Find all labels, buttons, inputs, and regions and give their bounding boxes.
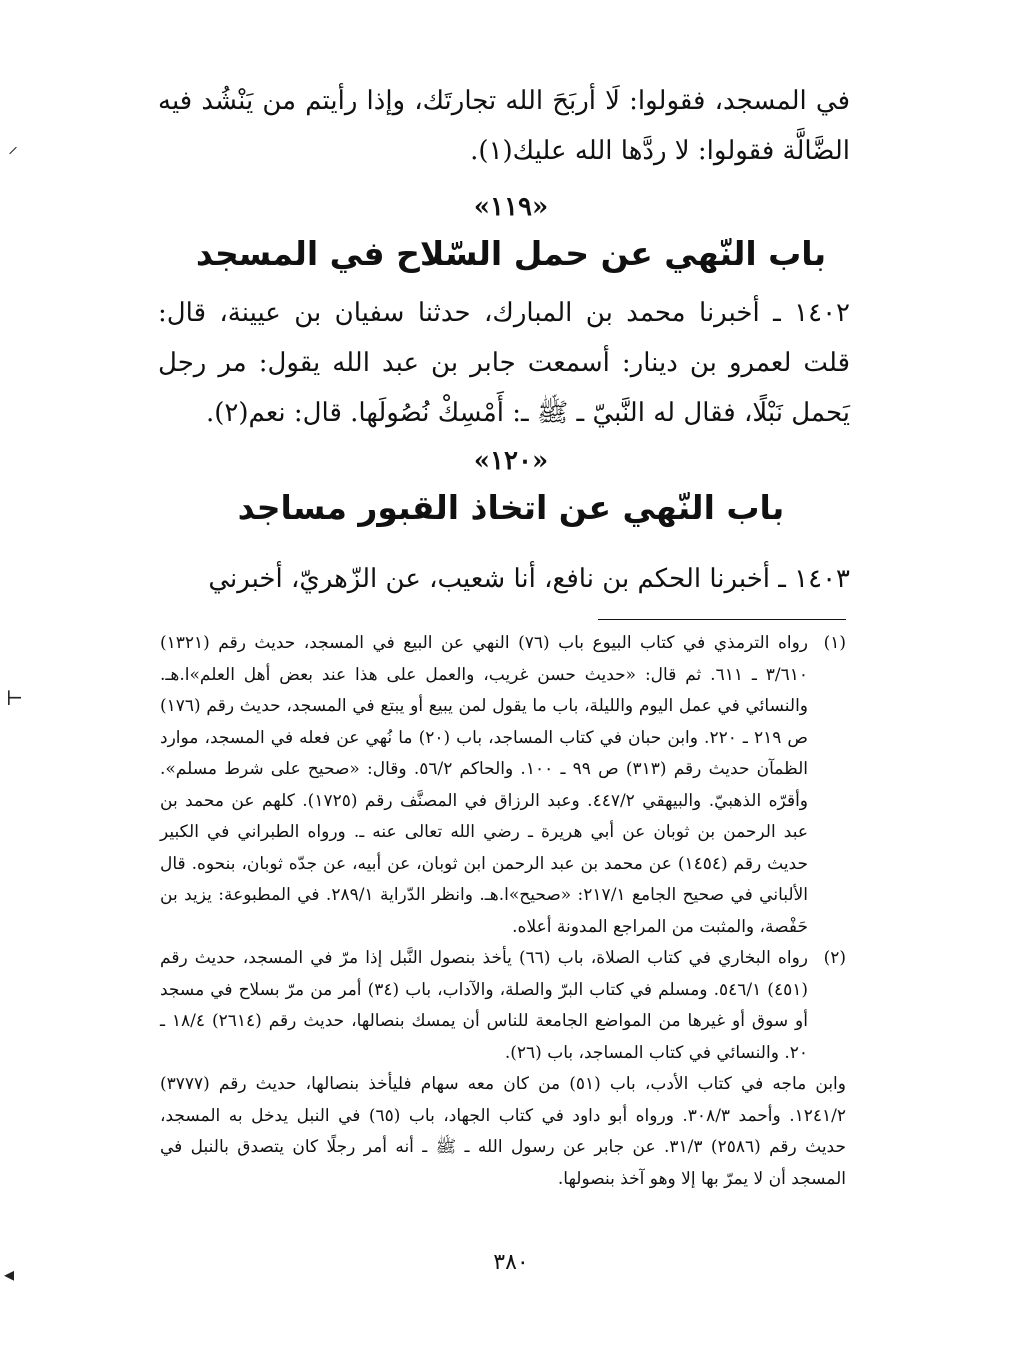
chapter-number-119: «١١٩» [473,192,549,222]
main-text-continuation: في المسجد، فقولوا: لَا أربَحَ الله تجارتَك، وإذا رأيتم من يَنْشُد فيه الضَّالَّة فقولوا: لا ردَّها الله عليك(١). [158,86,850,166]
footnote-separator [598,619,846,620]
hadith-1403: ١٤٠٣ ـ أخبرنا الحكم بن نافع، أنا شعيب، عن الزّهريّ، أخبرني [208,564,850,594]
footnote-2-marker: (٢) [823,948,846,968]
footnote-2-text: رواه البخاري في كتاب الصلاة، باب (٦٦) يأخذ بنصول النَّبل إذا مرّ في المسجد، حديث رقم (٤٥١) ٥٤٦/١. ومسلم في كتاب البرّ والصلة، والآداب، باب (٣٤) أمر من مرّ بسلاح في مسجد أو سوق أو غيرها من المواضع الجامعة للناس أن يمسك بنصالها، حديث رقم (٢٦١٤) ١٨/٤ ـ ٢٠. والنسائي في كتاب المساجد، باب (٢٦). [160,948,808,1063]
scan-margin-mark: ⸍ [8,142,18,166]
footnote-1 [160,628,846,943]
footnote-1-text: رواه الترمذي في كتاب البيوع باب (٧٦) النهي عن البيع في المسجد، حديث رقم (١٣٢١) ٣/٦١٠ ـ ٦١١. ثم قال: «حديث حسن غريب، والعمل على هذا عند بعض أهل العلم»ا.هـ. والنسائي في عمل اليوم والليلة، باب ما يقول لمن يبيع أو يبتع في المسجد، حديث رقم (١٧٦) ص ٢١٩ ـ ٢٢٠. وابن حبان في كتاب المساجد، باب (٢٠) ما نُهي عن فعله في المسجد، موارد الظمآن حديث رقم (٣١٣) ص ٩٩ ـ ١٠٠. والحاكم ٥٦/٢. وقال: «صحيح على شرط مسلم». وأقرّه الذهبيّ. والبيهقي ٤٤٧/٢. وعبد الرزاق في المصنَّف رقم (١٧٢٥). كلهم عن محمد بن عبد الرحمن بن ثوبان عن أبي هريرة ـ رضي الله تعالى عنه ـ. ورواه الطبراني في الكبير حديث رقم (١٤٥٤) عن محمد بن عبد الرحمن ابن ثوبان، عن أبيه، عن جدّه ثوبان، بنحوه. قال الألباني في صحيح الجامع ٢١٧/١: «صحيح»ا.هـ. وانظر الدّراية ٢٨٩/١. في المطبوعة: يزيد بن حَفْصة، والمثبت من المراجع المدونة أعلاه. [160,633,809,937]
footnote-1-marker: (١) [823,633,846,653]
footnotes [160,628,846,1195]
scan-margin-mark: ⊢ [6,686,24,710]
hadith-1402: ١٤٠٢ ـ أخبرنا محمد بن المبارك، حدثنا سفيان بن عيينة، قال: قلت لعمرو بن دينار: أسمعت جابر بن عبد الله يقول: مر رجل يَحمل نَبْلًا، فقال له النَّبيّ ـ ﷺ ـ: أَمْسِكْ نُصُولَها. قال: نعم(٢). [158,298,850,428]
chapter-title-119: باب النّهي عن حمل السّلاح في المسجد [195,234,827,273]
scan-margin-mark: ◂ [4,1262,15,1286]
chapter-title-120: باب النّهي عن اتخاذ القبور مساجد [237,488,785,527]
footnote-2 [160,943,846,1069]
chapter-number-120: «١٢٠» [473,446,549,476]
footnote-2-continuation: وابن ماجه في كتاب الأدب، باب (٥١) من كان معه سهام فليأخذ بنصالها، حديث رقم (٣٧٧٧) ١٢٤١/٢. وأحمد ٣٠٨/٣. ورواه أبو داود في كتاب الجهاد، باب (٦٥) في النبل يدخل به المسجد، حديث رقم (٢٥٨٦) ٣١/٣. عن جابر عن رسول الله ـ ﷺ ـ أنه أمر رجلًا كان يتصدق بالنبل في المسجد أن لا يمرّ بها إلا وهو آخذ بنصولها. [160,1074,847,1189]
page-number: ٣٨٠ [493,1250,529,1275]
